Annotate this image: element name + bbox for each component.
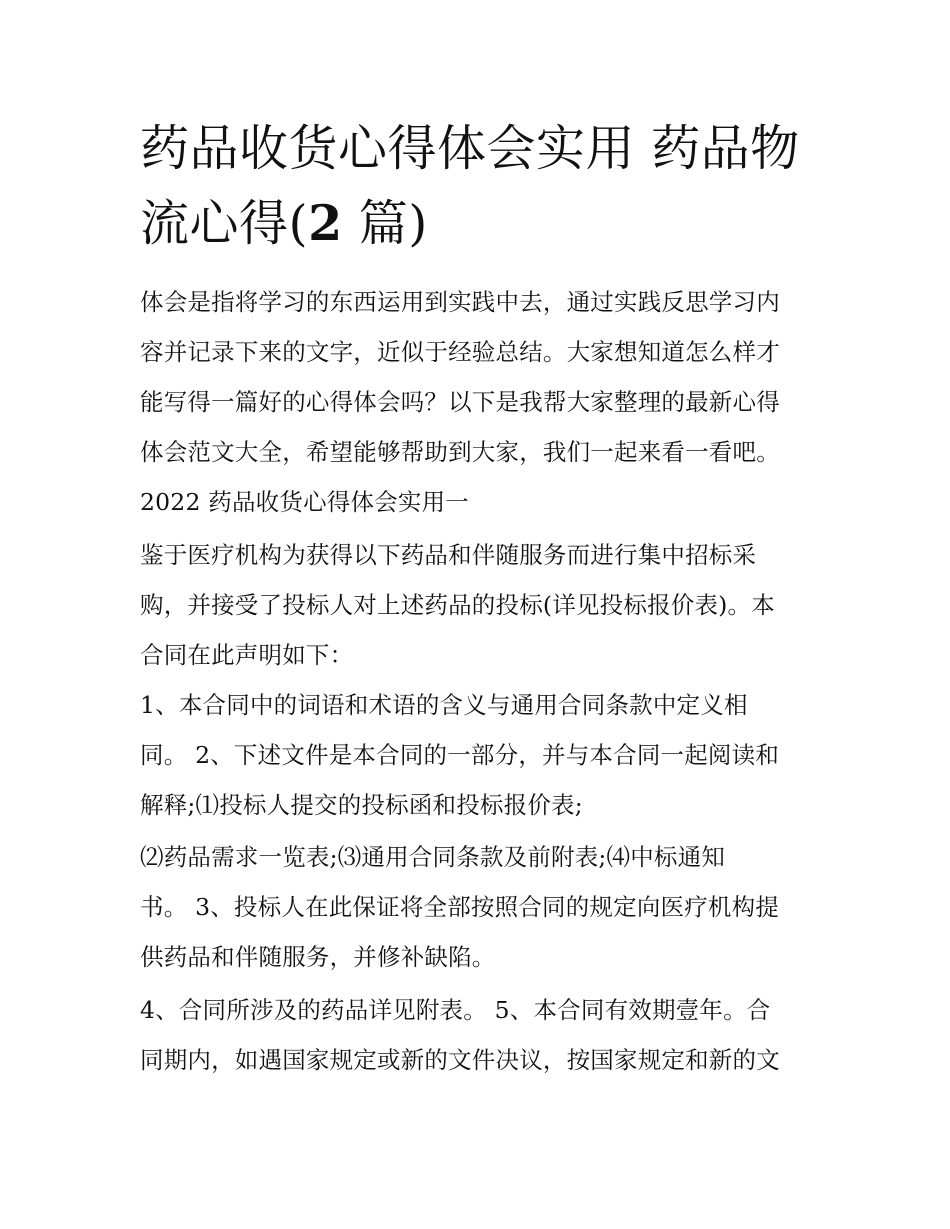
- body-line: 书。 3、投标人在此保证将全部按照合同的规定向医疗机构提: [140, 893, 780, 921]
- body-line: 鉴于医疗机构为获得以下药品和伴随服务而进行集中招标采: [140, 541, 757, 569]
- body-line: 合同在此声明如下：: [140, 641, 354, 669]
- body-line: 1、本合同中的词语和术语的含义与通用合同条款中定义相: [140, 691, 748, 719]
- body-line: 解释;⑴投标人提交的投标函和投标报价表;: [140, 791, 583, 819]
- title-line-2-number: 2: [308, 194, 343, 252]
- body-line: 购，并接受了投标人对上述药品的投标(详见投标报价表)。本: [140, 591, 775, 619]
- body-line: 同。 2、下述文件是本合同的一部分，并与本合同一起阅读和: [140, 741, 780, 769]
- body-line: 4、合同所涉及的药品详见附表。 5、本合同有效期壹年。合: [140, 996, 771, 1024]
- body-line: 容并记录下来的文字，近似于经验总结。大家想知道怎么样才: [140, 338, 780, 366]
- title-line-2: [140, 186, 820, 261]
- body-line: 能写得一篇好的心得体会吗？以下是我帮大家整理的最新心得: [140, 388, 780, 416]
- body-line: 同期内，如遇国家规定或新的文件决议，按国家规定和新的文: [140, 1046, 780, 1074]
- section-heading: 2022 药品收货心得体会实用一: [140, 488, 469, 516]
- title-line-1: 药品收货心得体会实用 药品物: [140, 120, 800, 177]
- body-line: ⑵药品需求一览表;⑶通用合同条款及前附表;⑷中标通知: [140, 843, 726, 871]
- body-line: 供药品和伴随服务，并修补缺陷。: [140, 943, 496, 971]
- body-line: 体会是指将学习的东西运用到实践中去，通过实践反思学习内: [140, 288, 780, 316]
- title-line-2-text: 流心得(: [140, 195, 309, 252]
- document-title: [140, 112, 820, 261]
- body-line: 体会范文大全，希望能够帮助到大家，我们一起来看一看吧。: [140, 438, 780, 466]
- title-line-2-end: 篇): [342, 195, 428, 252]
